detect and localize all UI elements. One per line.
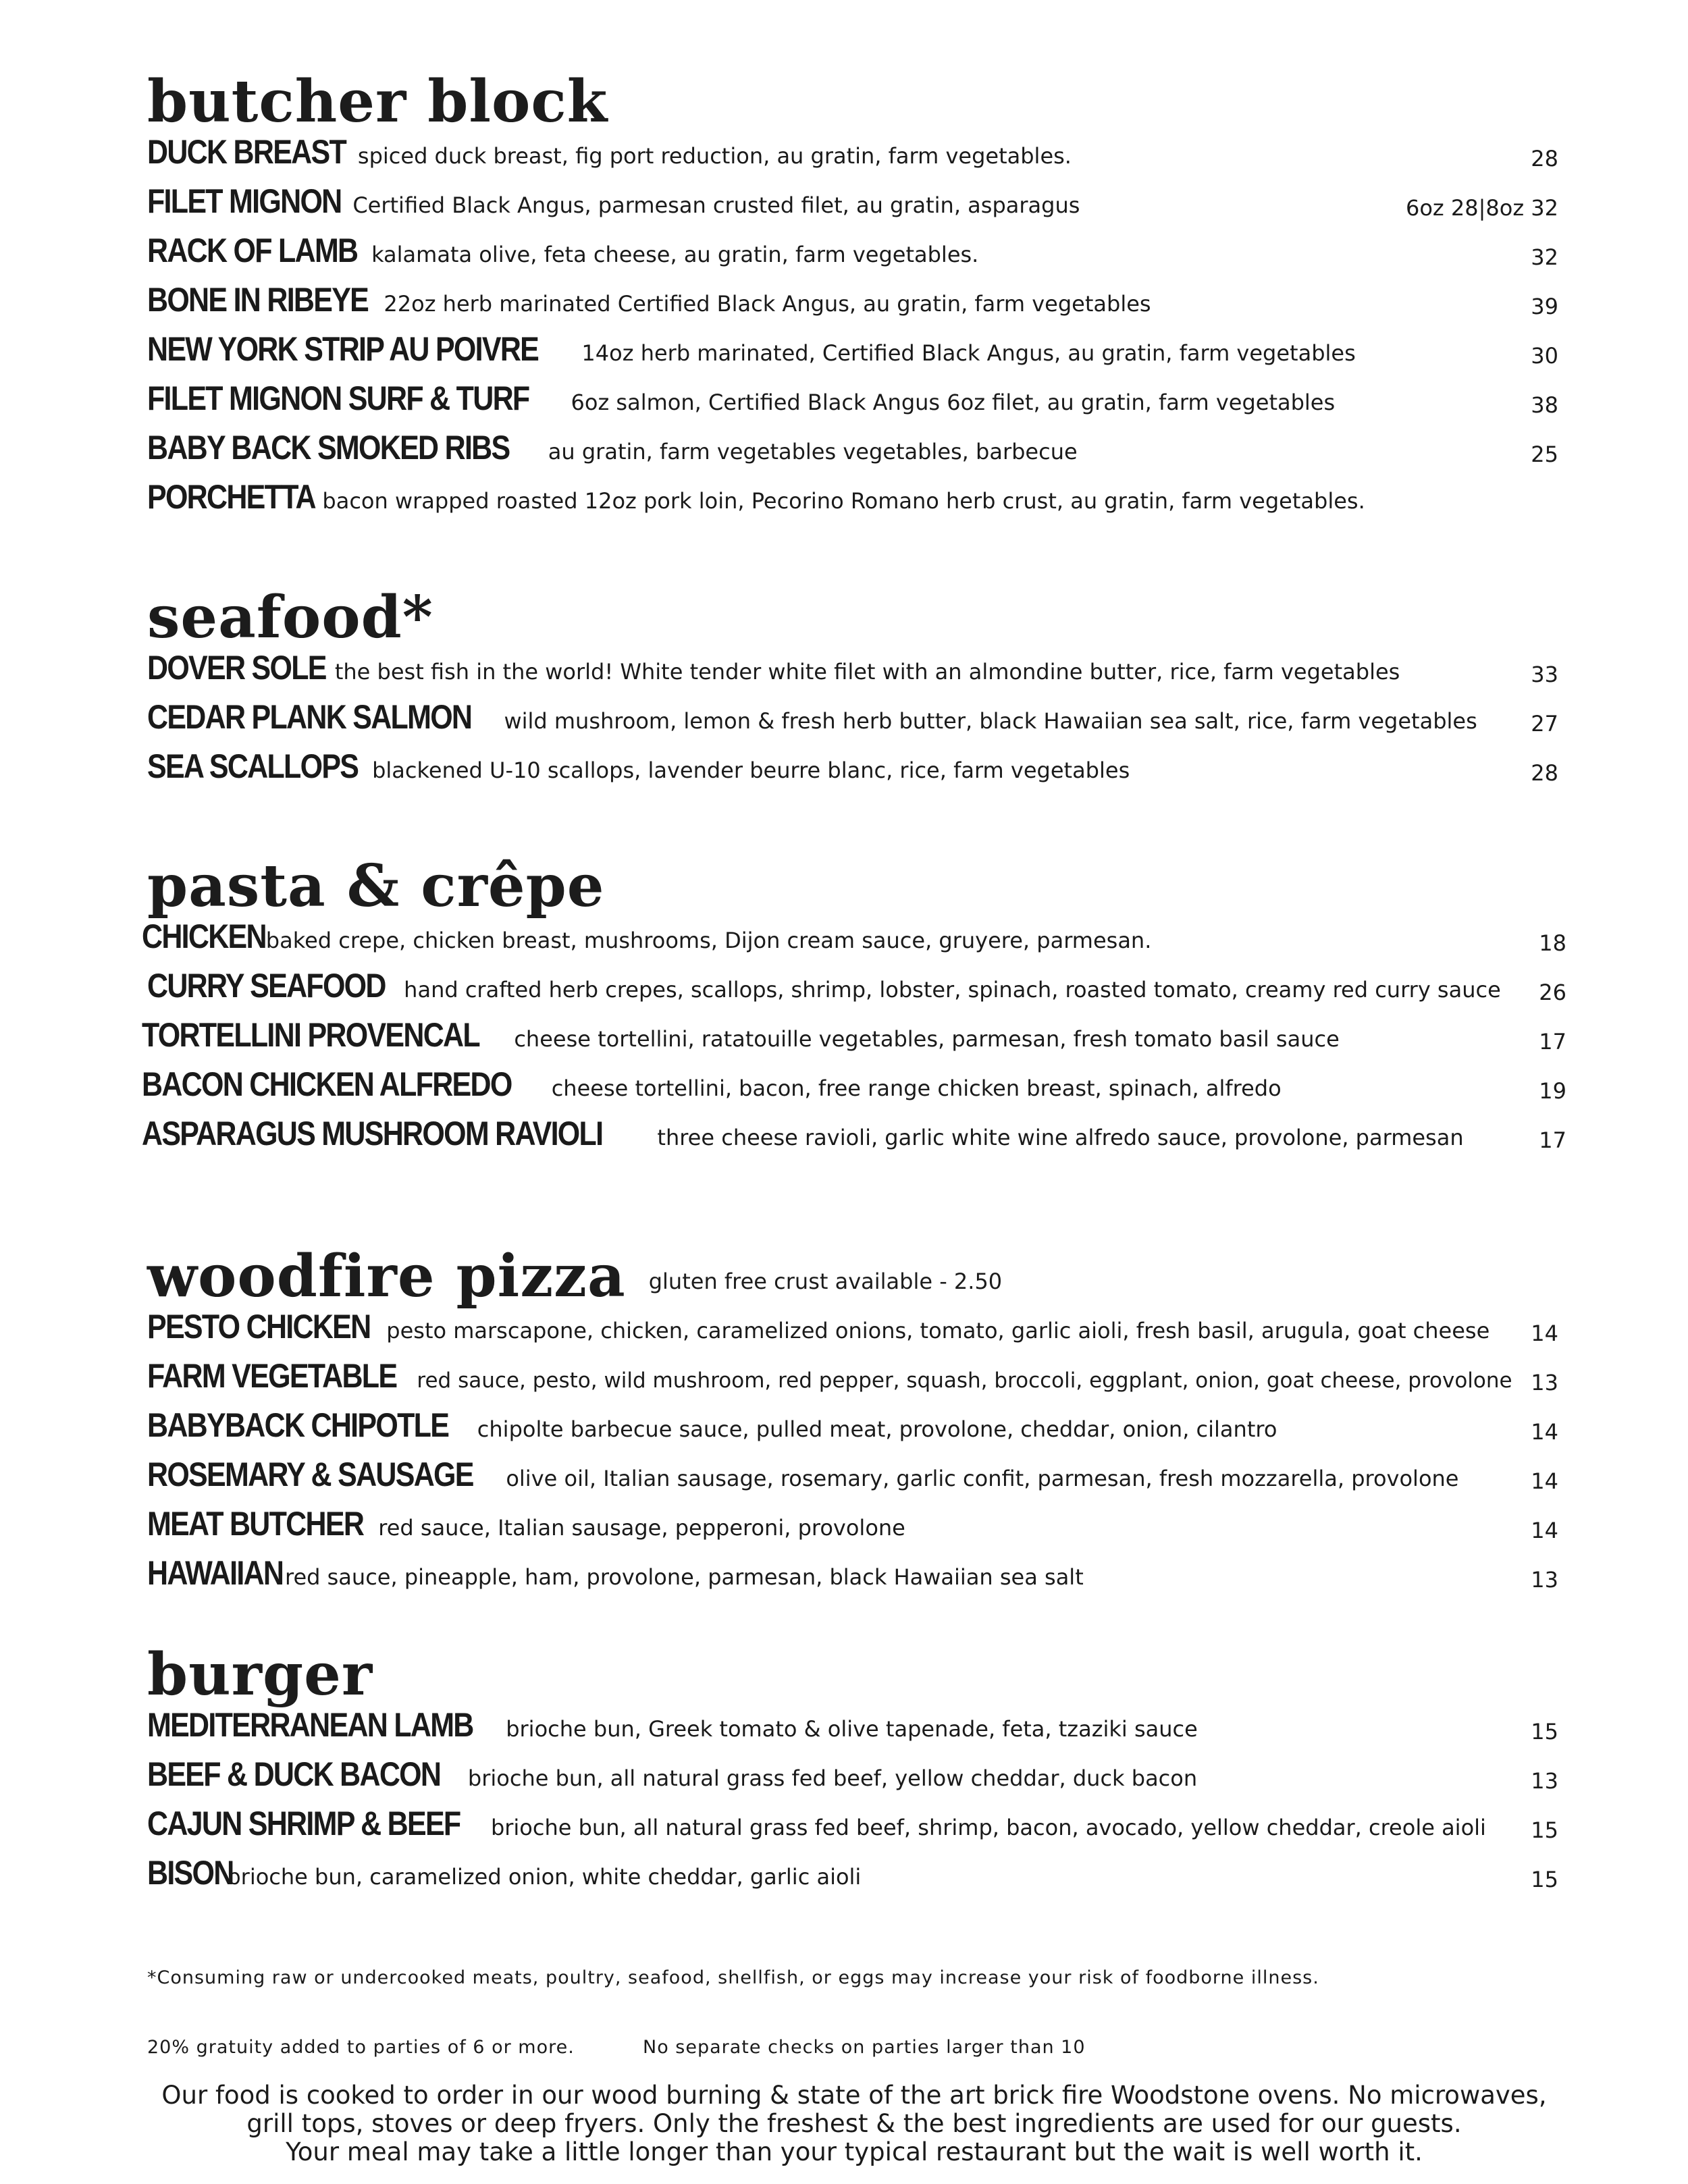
menu-item <box>147 1553 1558 1602</box>
item-description: baked crepe, chicken breast, mushrooms, Dijon cream sauce, gruyere, parmesan. <box>265 928 1152 953</box>
item-name: DOVER SOLE <box>147 649 326 687</box>
closing-line: Your meal may take a little longer than your typical restaurant but the wait is well worth it. <box>286 2137 1423 2166</box>
item-price: 14 <box>1531 1518 1558 1543</box>
item-name: TORTELLINI PROVENCAL <box>142 1016 479 1054</box>
menu-item <box>142 1114 1566 1163</box>
item-description: cheese tortellini, bacon, free range chicken breast, spinach, alfredo <box>551 1075 1282 1101</box>
item-description: brioche bun, all natural grass fed beef, shrimp, bacon, avocado, yellow cheddar, creole aioli <box>490 1815 1486 1840</box>
item-price: 30 <box>1531 343 1558 369</box>
item-description: 22oz herb marinated Certified Black Angus, au gratin, farm vegetables <box>384 291 1151 317</box>
item-description: Certified Black Angus, parmesan crusted filet, au gratin, asparagus <box>352 192 1080 218</box>
menu-item <box>142 917 1566 965</box>
item-description: brioche bun, all natural grass fed beef, yellow cheddar, duck bacon <box>467 1765 1198 1791</box>
menu-item <box>147 182 1558 230</box>
menu-item <box>147 1804 1558 1853</box>
item-name: BISON <box>147 1854 234 1892</box>
menu-item <box>147 477 1558 526</box>
item-name: MEAT BUTCHER <box>147 1505 364 1543</box>
gratuity-note: 20% gratuity added to parties of 6 or more. <box>147 2037 575 2058</box>
menu-item <box>147 1455 1558 1503</box>
item-description: pesto marscapone, chicken, caramelized onions, tomato, garlic aioli, fresh basil, arugula, goat cheese <box>386 1318 1490 1343</box>
menu-item <box>147 1755 1558 1803</box>
item-name: NEW YORK STRIP AU POIVRE <box>147 330 539 368</box>
section-heading-seafood: seafood* <box>147 583 433 651</box>
item-price: 32 <box>1531 244 1558 270</box>
item-description: red sauce, pineapple, ham, provolone, parmesan, black Hawaiian sea salt <box>285 1564 1084 1590</box>
menu-item <box>147 697 1558 746</box>
menu-item <box>142 1065 1566 1113</box>
item-price: 6oz 28|8oz 32 <box>1405 195 1558 221</box>
item-price: 25 <box>1531 442 1558 467</box>
item-description: bacon wrapped roasted 12oz pork loin, Pecorino Romano herb crust, au gratin, farm vegetables. <box>322 488 1365 514</box>
menu-item <box>147 1307 1558 1356</box>
item-name: CHICKEN <box>142 917 266 955</box>
item-name: BONE IN RIBEYE <box>147 281 369 319</box>
item-name: DUCK BREAST <box>147 133 346 171</box>
menu-item <box>147 1356 1558 1405</box>
separate-checks-note: No separate checks on parties larger than 10 <box>643 2037 1086 2058</box>
menu-item <box>147 132 1558 181</box>
item-price: 17 <box>1539 1127 1566 1153</box>
closing-line: Our food is cooked to order in our wood burning & state of the art brick fire Woodstone ovens. No microwaves, <box>161 2081 1547 2110</box>
item-name: BEEF & DUCK BACON <box>147 1755 441 1793</box>
menu-item <box>147 966 1566 1015</box>
menu-item <box>147 1705 1558 1754</box>
item-price: 13 <box>1531 1567 1558 1593</box>
item-description: red sauce, Italian sausage, pepperoni, provolone <box>378 1515 905 1541</box>
item-description: brioche bun, caramelized onion, white cheddar, garlic aioli <box>227 1864 862 1890</box>
menu-item <box>147 747 1558 795</box>
item-description: cheese tortellini, ratatouille vegetables, parmesan, fresh tomato basil sauce <box>514 1026 1340 1052</box>
item-name: RACK OF LAMB <box>147 232 358 269</box>
item-description: brioche bun, Greek tomato & olive tapenade, feta, tzaziki sauce <box>506 1716 1198 1742</box>
closing-line: grill tops, stoves or deep fryers. Only the freshest & the best ingredients are used for our guests. <box>246 2109 1462 2138</box>
menu-item <box>142 1015 1566 1064</box>
item-description: kalamata olive, feta cheese, au gratin, farm vegetables. <box>371 242 979 267</box>
foodborne-disclaimer: *Consuming raw or undercooked meats, poultry, seafood, shellfish, or eggs may increase your risk of foodborne illness. <box>147 1967 1319 1988</box>
item-price: 26 <box>1539 980 1566 1005</box>
item-description: 14oz herb marinated, Certified Black Angus, au gratin, farm vegetables <box>581 340 1356 366</box>
item-description: red sauce, pesto, wild mushroom, red pepper, squash, broccoli, eggplant, onion, goat cheese, provolone <box>417 1368 1512 1393</box>
menu-item <box>147 231 1558 279</box>
item-price: 18 <box>1539 930 1566 956</box>
item-name: CAJUN SHRIMP & BEEF <box>147 1805 460 1842</box>
item-description: three cheese ravioli, garlic white wine alfredo sauce, provolone, parmesan <box>657 1125 1464 1150</box>
item-price: 15 <box>1531 1817 1558 1843</box>
section-heading-woodfire-pizza: woodfire pizza gluten free crust available - 2.50 <box>147 1242 1003 1310</box>
item-description: olive oil, Italian sausage, rosemary, garlic confit, parmesan, fresh mozzarella, provolone <box>506 1466 1459 1491</box>
item-description: chipolte barbecue sauce, pulled meat, provolone, cheddar, onion, cilantro <box>477 1416 1277 1442</box>
item-description: au gratin, farm vegetables vegetables, barbecue <box>548 439 1078 464</box>
item-name: CEDAR PLANK SALMON <box>147 698 472 736</box>
closing-statement <box>135 2081 1573 2166</box>
item-name: BACON CHICKEN ALFREDO <box>142 1065 512 1103</box>
item-price: 14 <box>1531 1321 1558 1346</box>
item-name: FILET MIGNON SURF & TURF <box>147 379 529 417</box>
item-price: 15 <box>1531 1719 1558 1744</box>
item-description: 6oz salmon, Certified Black Angus 6oz filet, au gratin, farm vegetables <box>571 390 1336 415</box>
item-description: the best fish in the world! White tender white filet with an almondine butter, rice, farm vegetables <box>334 659 1400 685</box>
item-description: blackened U-10 scallops, lavender beurre blanc, rice, farm vegetables <box>372 757 1130 783</box>
section-heading-pasta-crepe: pasta & crêpe <box>147 852 605 920</box>
item-name: SEA SCALLOPS <box>147 747 359 785</box>
item-description: wild mushroom, lemon & fresh herb butter, black Hawaiian sea salt, rice, farm vegetables <box>504 708 1477 734</box>
gluten-free-note: gluten free crust available - 2.50 <box>648 1268 1003 1294</box>
item-name: ROSEMARY & SAUSAGE <box>147 1456 473 1493</box>
item-name: PORCHETTA <box>147 478 315 516</box>
item-price: 38 <box>1531 392 1558 418</box>
menu-item <box>147 329 1558 378</box>
item-name: ASPARAGUS MUSHROOM RAVIOLI <box>142 1115 603 1152</box>
menu-item <box>147 428 1558 477</box>
item-name: MEDITERRANEAN LAMB <box>147 1706 473 1744</box>
item-name: BABY BACK SMOKED RIBS <box>147 429 510 467</box>
item-name: CURRY SEAFOOD <box>147 967 386 1005</box>
item-price: 14 <box>1531 1419 1558 1445</box>
item-price: 39 <box>1531 294 1558 319</box>
item-price: 28 <box>1531 760 1558 786</box>
item-price: 14 <box>1531 1468 1558 1494</box>
menu-item <box>147 280 1558 329</box>
section-heading-burger: burger <box>147 1641 373 1709</box>
item-price: 13 <box>1531 1768 1558 1794</box>
item-price: 17 <box>1539 1029 1566 1055</box>
item-description: spiced duck breast, fig port reduction, au gratin, farm vegetables. <box>357 143 1072 169</box>
item-name: FILET MIGNON <box>147 182 342 220</box>
item-name: FARM VEGETABLE <box>147 1357 397 1395</box>
menu-item <box>147 1406 1558 1454</box>
menu-item <box>147 1853 1558 1902</box>
item-description: hand crafted herb crepes, scallops, shrimp, lobster, spinach, roasted tomato, creamy red curry sauce <box>404 977 1501 1003</box>
menu-item <box>147 648 1558 697</box>
section-heading-butcher-block: butcher block <box>147 68 608 136</box>
item-price: 27 <box>1531 711 1558 737</box>
item-price: 33 <box>1531 662 1558 687</box>
menu-item <box>147 379 1558 427</box>
item-price: 13 <box>1531 1370 1558 1395</box>
item-price: 28 <box>1531 146 1558 171</box>
item-name: BABYBACK CHIPOTLE <box>147 1406 449 1444</box>
item-price: 19 <box>1539 1078 1566 1104</box>
item-name: HAWAIIAN <box>147 1554 284 1592</box>
menu-item <box>147 1504 1558 1553</box>
item-name: PESTO CHICKEN <box>147 1308 371 1346</box>
item-price: 15 <box>1531 1867 1558 1892</box>
